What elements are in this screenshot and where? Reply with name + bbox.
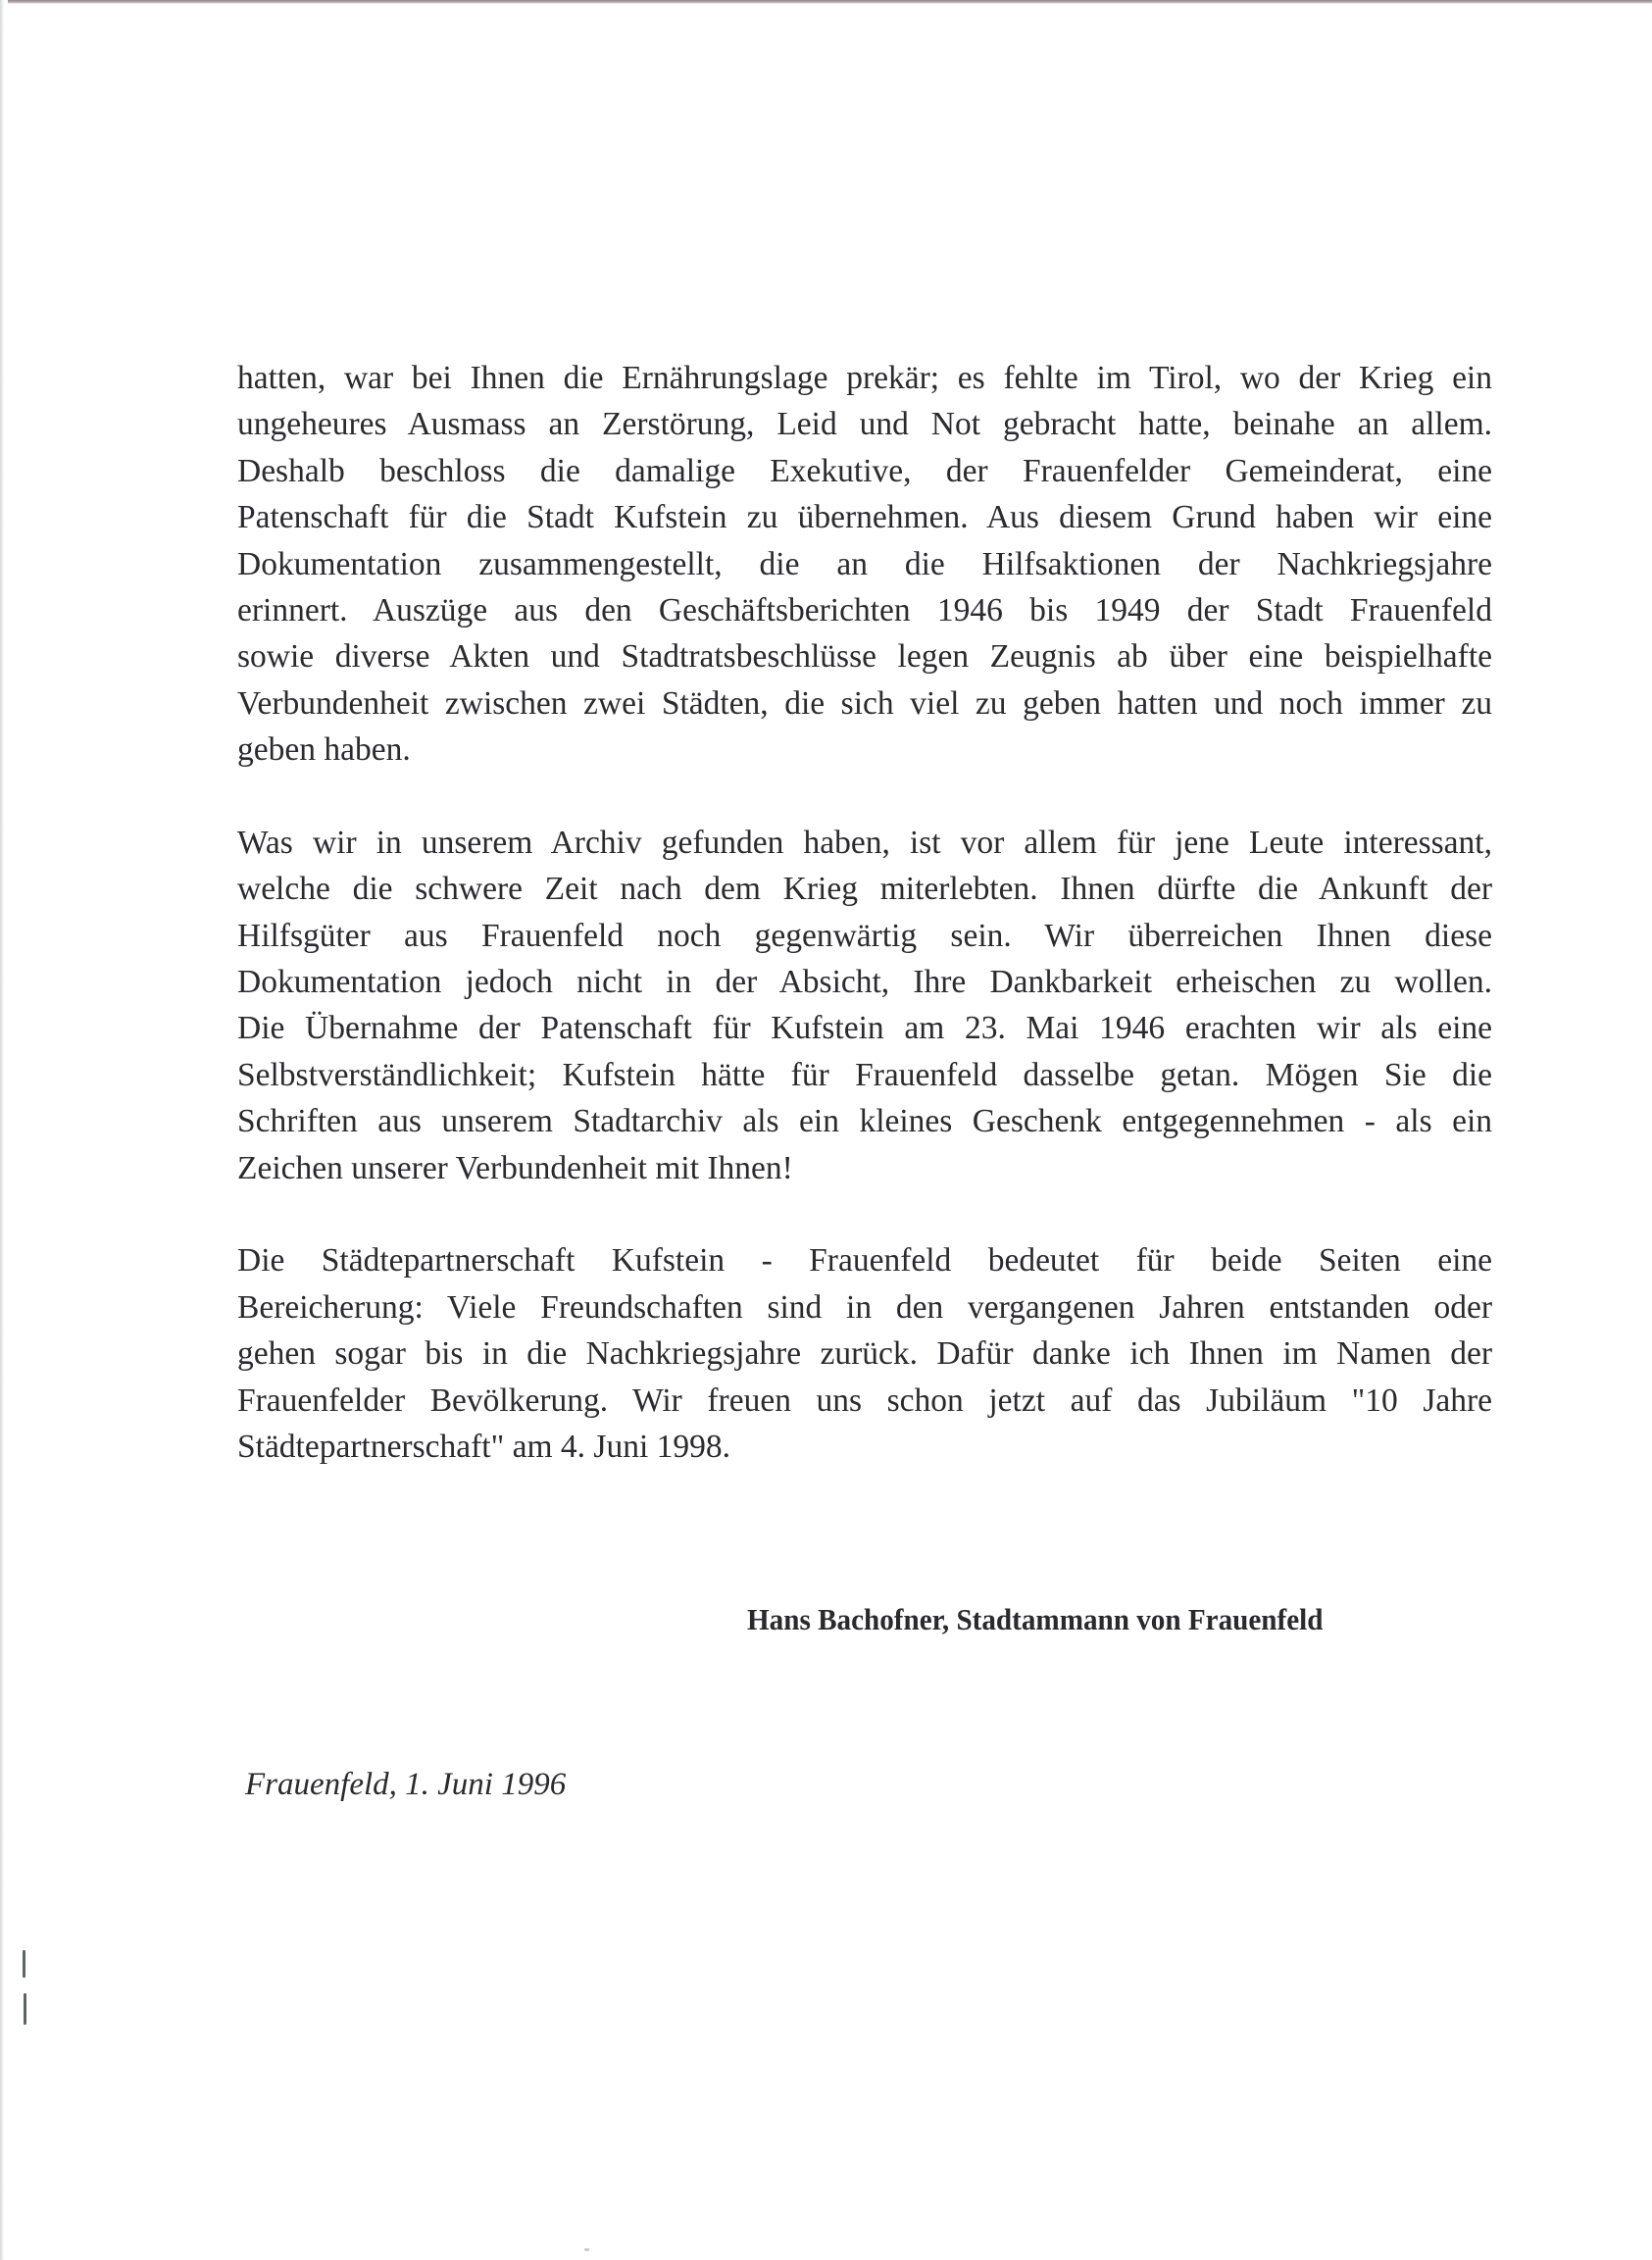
text-line: gehen sogar bis in die Nachkriegsjahre zurück. Dafür danke ich Ihnen im Namen der [237,1335,1492,1373]
scan-left-edge [0,0,4,2260]
text-line: Deshalb beschloss die damalige Exekutive, der Frauenfelder Gemeinderat, eine [237,452,1492,489]
text-line: Die Städtepartnerschaft Kufstein - Frauenfeld bedeutet für beide Seiten eine [237,1242,1492,1280]
text-line: erinnert. Auszüge aus den Geschäftsberichten 1946 bis 1949 der Stadt Frauenfeld [237,591,1492,628]
letter-body [237,355,1492,1470]
paragraph-spacer [237,1191,1492,1237]
text-line: Bereicherung: Viele Freundschaften sind in den vergangenen Jahren entstanden oder [237,1288,1492,1326]
text-line: geben haben. [237,731,411,769]
text-line: Städtepartnerschaft" am 4. Juni 1998. [237,1428,731,1465]
text-line: Dokumentation jedoch nicht in der Absicht, Ihre Dankbarkeit erheischen zu wollen. [237,964,1492,1001]
text-line: Selbstverständlichkeit; Kufstein hätte für Frauenfeld dasselbe getan. Mögen Sie die [237,1056,1492,1093]
text-line: Frauenfelder Bevölkerung. Wir freuen uns schon jetzt auf das Jubiläum "10 Jahre [237,1381,1492,1419]
text-line: hatten, war bei Ihnen die Ernährungslage prekär; es fehlte im Tirol, wo der Krieg ein [237,360,1492,396]
text-line: Verbundenheit zwischen zwei Städten, die sich viel zu geben hatten und noch immer zu [237,684,1492,722]
text-line: Hilfsgüter aus Frauenfeld noch gegenwärtig sein. Wir überreichen Ihnen diese [237,917,1492,954]
text-line: Patenschaft für die Stadt Kufstein zu übernehmen. Aus diesem Grund haben wir eine [237,499,1492,536]
text-line: sowie diverse Akten und Stadtratsbeschlüsse legen Zeugnis ab über eine beispielhafte [237,638,1492,676]
text-line: welche die schwere Zeit nach dem Krieg miterlebten. Ihnen dürfte die Ankunft der [237,871,1492,908]
paragraph-3 [237,1237,1492,1470]
paragraph-1 [237,355,1492,774]
scan-top-edge [8,0,1652,4]
text-line: ungeheures Ausmass an Zerstörung, Leid und Not gebracht hatte, beinahe an allem. [237,406,1492,443]
text-line: Die Übernahme der Patenschaft für Kufstein am 23. Mai 1946 erachten wir als eine [237,1010,1492,1047]
paragraph-spacer [237,774,1492,820]
text-line: Zeichen unserer Verbundenheit mit Ihnen! [237,1149,793,1186]
scan-speck [584,2248,589,2251]
text-line: Schriften aus unserem Stadtarchiv als ein kleines Geschenk entgegennehmen - als ein [237,1103,1492,1140]
paragraph-2 [237,820,1492,1191]
text-line: Was wir in unserem Archiv gefunden haben, ist vor allem für jene Leute interessant, [237,824,1492,861]
margin-mark [24,1993,26,2025]
margin-mark [23,1950,25,1978]
signature-line: Hans Bachofner, Stadtammann von Frauenfeld [747,1602,1324,1636]
place-and-date: Frauenfeld, 1. Juni 1996 [245,1767,567,1802]
text-line: Dokumentation zusammengestellt, die an die Hilfsaktionen der Nachkriegsjahre [237,545,1492,582]
